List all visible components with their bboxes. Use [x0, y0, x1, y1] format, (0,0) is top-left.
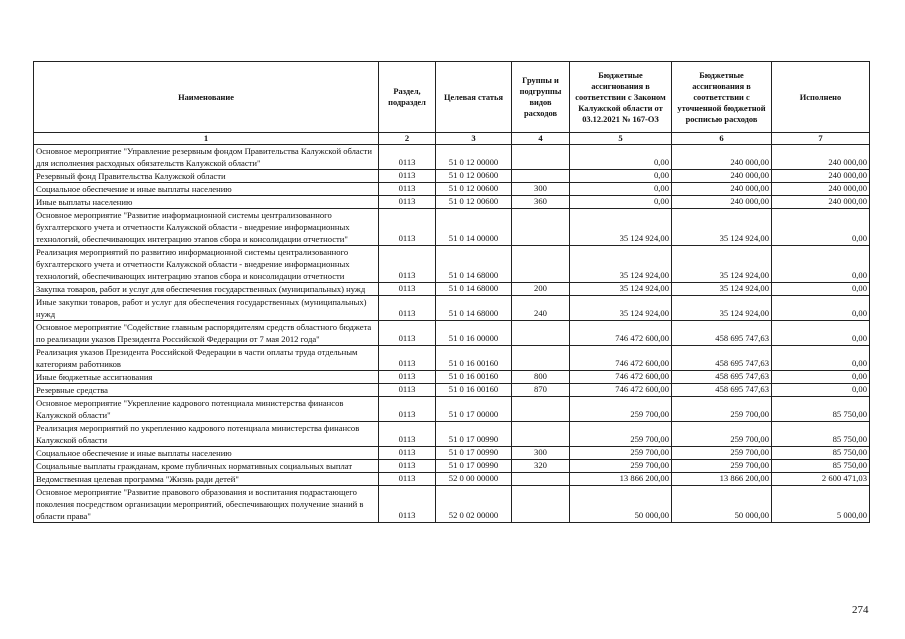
row-executed-amount: 0,00 [772, 346, 870, 371]
column-number: 1 [34, 133, 379, 145]
row-section: 0113 [379, 296, 436, 321]
row-name: Социальное обеспечение и иные выплаты населению [34, 447, 379, 460]
row-refined-amount: 35 124 924,00 [672, 283, 772, 296]
row-section: 0113 [379, 422, 436, 447]
row-group: 300 [512, 447, 570, 460]
row-section: 0113 [379, 183, 436, 196]
row-law-amount: 0,00 [570, 170, 672, 183]
table-body [34, 145, 870, 523]
row-refined-amount: 259 700,00 [672, 397, 772, 422]
column-number: 6 [672, 133, 772, 145]
row-executed-amount: 240 000,00 [772, 170, 870, 183]
row-group [512, 422, 570, 447]
row-refined-amount: 240 000,00 [672, 145, 772, 170]
table-row [34, 346, 870, 371]
row-refined-amount: 458 695 747,63 [672, 346, 772, 371]
row-executed-amount: 85 750,00 [772, 460, 870, 473]
row-law-amount: 259 700,00 [570, 447, 672, 460]
row-law-amount: 746 472 600,00 [570, 384, 672, 397]
row-section: 0113 [379, 460, 436, 473]
row-group: 870 [512, 384, 570, 397]
table-row [34, 283, 870, 296]
header-section: Раздел, подраздел [379, 62, 436, 133]
row-refined-amount: 240 000,00 [672, 196, 772, 209]
row-law-amount: 13 866 200,00 [570, 473, 672, 486]
header-groups: Группы и подгруппы видов расходов [512, 62, 570, 133]
table-row [34, 170, 870, 183]
row-group: 320 [512, 460, 570, 473]
table-row [34, 321, 870, 346]
row-target: 51 0 14 68000 [436, 296, 512, 321]
row-executed-amount: 240 000,00 [772, 183, 870, 196]
row-section: 0113 [379, 196, 436, 209]
header-name: Наименование [34, 62, 379, 133]
row-executed-amount: 0,00 [772, 209, 870, 246]
row-name: Иные бюджетные ассигнования [34, 371, 379, 384]
row-law-amount: 259 700,00 [570, 460, 672, 473]
row-section: 0113 [379, 447, 436, 460]
row-name: Резервный фонд Правительства Калужской области [34, 170, 379, 183]
row-target: 51 0 16 00160 [436, 371, 512, 384]
row-law-amount: 746 472 600,00 [570, 371, 672, 384]
row-target: 51 0 12 00600 [436, 183, 512, 196]
column-number-row [34, 133, 870, 145]
row-law-amount: 746 472 600,00 [570, 321, 672, 346]
row-law-amount: 746 472 600,00 [570, 346, 672, 371]
row-law-amount: 0,00 [570, 183, 672, 196]
row-refined-amount: 458 695 747,63 [672, 371, 772, 384]
row-executed-amount: 85 750,00 [772, 447, 870, 460]
row-group: 200 [512, 283, 570, 296]
table-row [34, 196, 870, 209]
row-name: Реализация указов Президента Российской Федерации в части оплаты труда отдельным категориям работников [34, 346, 379, 371]
row-name: Основное мероприятие "Развитие правового образования и воспитания подрастающего поколения посредством организации мероприятий, обеспечивающих получение знаний в области права" [34, 486, 379, 523]
table-row [34, 209, 870, 246]
row-section: 0113 [379, 145, 436, 170]
row-target: 52 0 02 00000 [436, 486, 512, 523]
row-refined-amount: 259 700,00 [672, 422, 772, 447]
row-group [512, 397, 570, 422]
row-name: Основное мероприятие "Развитие информационной системы централизованного бухгалтерского учета и отчетности Калужской области - внедрение информационных технологий, обеспечивающих интеграцию этапов сбора и консолидации отчетности" [34, 209, 379, 246]
page-number: 274 [852, 604, 869, 616]
row-target: 51 0 17 00990 [436, 460, 512, 473]
row-section: 0113 [379, 397, 436, 422]
column-number: 5 [570, 133, 672, 145]
row-refined-amount: 240 000,00 [672, 183, 772, 196]
row-law-amount: 50 000,00 [570, 486, 672, 523]
row-refined-amount: 458 695 747,63 [672, 321, 772, 346]
row-target: 51 0 16 00000 [436, 321, 512, 346]
row-section: 0113 [379, 486, 436, 523]
row-group [512, 473, 570, 486]
row-section: 0113 [379, 384, 436, 397]
table-row [34, 397, 870, 422]
row-section: 0113 [379, 371, 436, 384]
row-name: Основное мероприятие "Содействие главным распорядителям средств областного бюджета по реализации указов Президента Российской Федерации от 7 мая 2012 года" [34, 321, 379, 346]
row-law-amount: 0,00 [570, 196, 672, 209]
row-group [512, 486, 570, 523]
row-name: Социальные выплаты гражданам, кроме публичных нормативных социальных выплат [34, 460, 379, 473]
row-law-amount: 35 124 924,00 [570, 209, 672, 246]
row-refined-amount: 259 700,00 [672, 460, 772, 473]
table-row [34, 296, 870, 321]
row-refined-amount: 35 124 924,00 [672, 296, 772, 321]
column-number: 4 [512, 133, 570, 145]
row-executed-amount: 0,00 [772, 371, 870, 384]
row-group: 360 [512, 196, 570, 209]
header-executed: Исполнено [772, 62, 870, 133]
header-refined: Бюджетные ассигнования в соответствии с уточненной бюджетной росписью расходов [672, 62, 772, 133]
row-name: Иные выплаты населению [34, 196, 379, 209]
row-group [512, 209, 570, 246]
row-refined-amount: 35 124 924,00 [672, 246, 772, 283]
row-executed-amount: 240 000,00 [772, 145, 870, 170]
column-number: 2 [379, 133, 436, 145]
table-row [34, 447, 870, 460]
row-group: 800 [512, 371, 570, 384]
row-target: 51 0 17 00990 [436, 447, 512, 460]
row-name: Закупка товаров, работ и услуг для обеспечения государственных (муниципальных) нужд [34, 283, 379, 296]
row-name: Основное мероприятие "Управление резервным фондом Правительства Калужской области для исполнения расходных обязательств Калужской области" [34, 145, 379, 170]
row-executed-amount: 0,00 [772, 321, 870, 346]
row-section: 0113 [379, 346, 436, 371]
row-section: 0113 [379, 473, 436, 486]
row-executed-amount: 85 750,00 [772, 422, 870, 447]
row-refined-amount: 35 124 924,00 [672, 209, 772, 246]
row-law-amount: 35 124 924,00 [570, 246, 672, 283]
row-law-amount: 259 700,00 [570, 397, 672, 422]
row-target: 52 0 00 00000 [436, 473, 512, 486]
table-row [34, 145, 870, 170]
row-group [512, 321, 570, 346]
header-row [34, 62, 870, 133]
row-law-amount: 259 700,00 [570, 422, 672, 447]
row-target: 51 0 16 00160 [436, 384, 512, 397]
row-group: 240 [512, 296, 570, 321]
row-target: 51 0 12 00600 [436, 170, 512, 183]
row-executed-amount: 240 000,00 [772, 196, 870, 209]
row-executed-amount: 5 000,00 [772, 486, 870, 523]
row-name: Реализация мероприятий по укреплению кадрового потенциала министерства финансов Калужской области [34, 422, 379, 447]
row-law-amount: 35 124 924,00 [570, 283, 672, 296]
column-number: 7 [772, 133, 870, 145]
column-number: 3 [436, 133, 512, 145]
table-row [34, 460, 870, 473]
row-section: 0113 [379, 321, 436, 346]
header-target: Целевая статья [436, 62, 512, 133]
budget-table [33, 61, 870, 523]
row-target: 51 0 14 00000 [436, 209, 512, 246]
row-section: 0113 [379, 283, 436, 296]
table-row [34, 371, 870, 384]
row-name: Реализация мероприятий по развитию информационной системы централизованного бухгалтерского учета и отчетности Калужской области - внедрение информационных технологий, обеспечивающих интеграцию этапов сбора и консолидации отчетности [34, 246, 379, 283]
row-group [512, 346, 570, 371]
table-row [34, 183, 870, 196]
row-target: 51 0 14 68000 [436, 283, 512, 296]
row-refined-amount: 240 000,00 [672, 170, 772, 183]
row-name: Социальное обеспечение и иные выплаты населению [34, 183, 379, 196]
table-row [34, 486, 870, 523]
row-refined-amount: 13 866 200,00 [672, 473, 772, 486]
table-row [34, 422, 870, 447]
row-target: 51 0 12 00000 [436, 145, 512, 170]
row-name: Основное мероприятие "Укрепление кадрового потенциала министерства финансов Калужской области" [34, 397, 379, 422]
row-group [512, 170, 570, 183]
row-group: 300 [512, 183, 570, 196]
row-law-amount: 35 124 924,00 [570, 296, 672, 321]
row-target: 51 0 17 00000 [436, 397, 512, 422]
row-refined-amount: 458 695 747,63 [672, 384, 772, 397]
row-executed-amount: 85 750,00 [772, 397, 870, 422]
table-row [34, 384, 870, 397]
header-law: Бюджетные ассигнования в соответствии с Законом Калужской области от 03.12.2021 № 167-ОЗ [570, 62, 672, 133]
row-target: 51 0 17 00990 [436, 422, 512, 447]
row-law-amount: 0,00 [570, 145, 672, 170]
row-executed-amount: 2 600 471,03 [772, 473, 870, 486]
row-group [512, 246, 570, 283]
row-name: Иные закупки товаров, работ и услуг для обеспечения государственных (муниципальных) нужд [34, 296, 379, 321]
row-name: Резервные средства [34, 384, 379, 397]
row-executed-amount: 0,00 [772, 296, 870, 321]
row-target: 51 0 12 00600 [436, 196, 512, 209]
row-refined-amount: 50 000,00 [672, 486, 772, 523]
row-section: 0113 [379, 170, 436, 183]
row-refined-amount: 259 700,00 [672, 447, 772, 460]
row-name: Ведомственная целевая программа "Жизнь ради детей" [34, 473, 379, 486]
row-executed-amount: 0,00 [772, 283, 870, 296]
row-group [512, 145, 570, 170]
row-target: 51 0 14 68000 [436, 246, 512, 283]
row-executed-amount: 0,00 [772, 246, 870, 283]
row-section: 0113 [379, 209, 436, 246]
row-section: 0113 [379, 246, 436, 283]
table-row [34, 246, 870, 283]
row-executed-amount: 0,00 [772, 384, 870, 397]
row-target: 51 0 16 00160 [436, 346, 512, 371]
table-row [34, 473, 870, 486]
